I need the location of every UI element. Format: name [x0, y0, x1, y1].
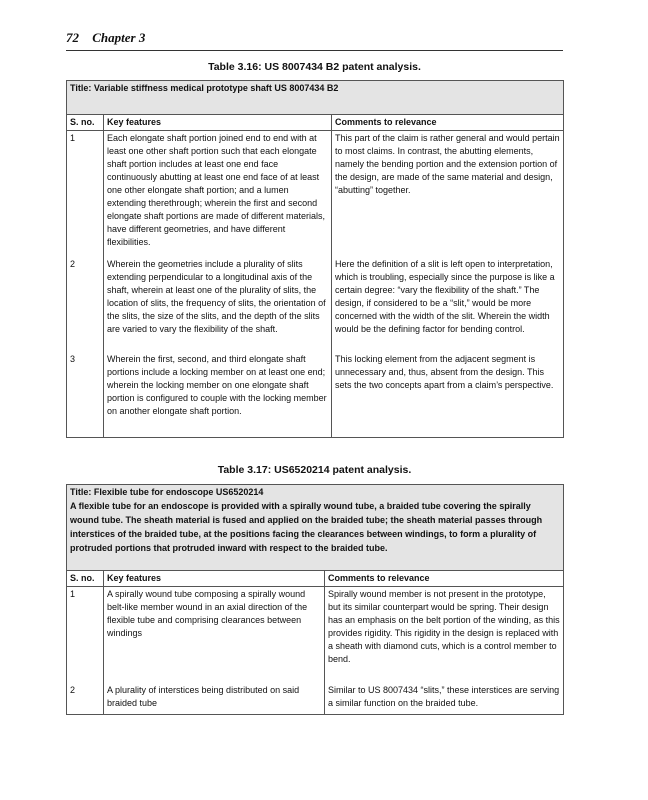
- column-header: S. no.: [67, 571, 104, 587]
- column-header: Key features: [104, 115, 332, 131]
- row-number: 1: [67, 587, 104, 683]
- table-caption: Table 3.16: US 8007434 B2 patent analysis.: [208, 61, 421, 73]
- key-feature: Wherein the geometries include a plurality of slits extending perpendicular to a longitudinal axis of the shaft, wherein at least one of the plurality of slits, the location of slits, the frequency of slits, the orientation of the slits, the size of the slits, and the depth of the slits are varied to vary the flexibility of the shaft.: [104, 257, 332, 352]
- comment: This locking element from the adjacent segment is unnecessary and, thus, absent from the design. This sets the two concepts apart from a claim’s perspective.: [332, 352, 564, 438]
- row-number: 3: [67, 352, 104, 438]
- column-header: Comments to relevance: [325, 571, 564, 587]
- table-description: A flexible tube for an endoscope is provided with a spirally wound tube, a braided tube covering the spirally wound tube. The sheath material is fused and applied on the braided tube; the sheath material passes through interstices of the braided tube, at the positions facing the clearances between windings, to form a plurality of protruded portions that protruded inward with respect to the braided tube.: [70, 501, 543, 553]
- patent-table-3-16: [66, 80, 564, 438]
- table-caption: Table 3.17: US6520214 patent analysis.: [217, 464, 412, 476]
- table-title: Title: Flexible tube for endoscope US6520214: [70, 487, 264, 497]
- table-row: [67, 131, 564, 257]
- table-row: [67, 683, 564, 715]
- key-feature: A plurality of interstices being distributed on said braided tube: [104, 683, 325, 715]
- table-row: [67, 587, 564, 683]
- patent-table-3-17: [66, 484, 564, 715]
- table-title-cell: [67, 485, 564, 571]
- page-number: 72: [66, 30, 79, 45]
- column-header: Key features: [104, 571, 325, 587]
- column-header: S. no.: [67, 115, 104, 131]
- chapter-label: Chapter 3: [92, 30, 146, 45]
- row-number: 2: [67, 257, 104, 352]
- comment: Here the definition of a slit is left open to interpretation, which is troubling, especially since the purpose is like a certain degree: “vary the flexibility of the shaft.” The design, if considered to be a “slit,” would be more concerned with the width of the slit. Wherein the width would be the defining factor for bending control.: [332, 257, 564, 352]
- page-header: [66, 30, 563, 51]
- comment: This part of the claim is rather general and would pertain to most claims. In contrast, the abutting elements, namely the bending portion and the extension portion of the design, are made of the same material and design, “abutting” together.: [332, 131, 564, 257]
- row-number: 2: [67, 683, 104, 715]
- comment: Spirally wound member is not present in the prototype, but its similar counterpart would be spring. Their design has an emphasis on the belt portion of the winding, as this provides rigidity. This rigidity in the design is replaced with a sheath with diamond cuts, which is a control member to bend.: [325, 587, 564, 683]
- table-title: Title: Variable stiffness medical prototype shaft US 8007434 B2: [67, 81, 564, 115]
- key-feature: A spirally wound tube composing a spirally wound belt-like member wound in an axial direction of the flexible tube and comprising clearances between windings: [104, 587, 325, 683]
- row-number: 1: [67, 131, 104, 257]
- key-feature: Wherein the first, second, and third elongate shaft portions include a locking member on at least one end; wherein the locking member on one elongate shaft portion is configured to couple with the locking member on another elongate shaft portion.: [104, 352, 332, 438]
- key-feature: Each elongate shaft portion joined end to end with at least one other shaft portion such that each elongate shaft portion includes at least one end face continuously abutting at least one end face of at least one other elongate shaft portion; and a lumen extending therethrough; wherein the first and second elongate shaft portions are made of different materials, have different geometries, and have different flexibilities.: [104, 131, 332, 257]
- table-row: [67, 257, 564, 352]
- column-header: Comments to relevance: [332, 115, 564, 131]
- comment: Similar to US 8007434 “slits,” these interstices are serving a similar function on the braided tube.: [325, 683, 564, 715]
- table-row: [67, 352, 564, 438]
